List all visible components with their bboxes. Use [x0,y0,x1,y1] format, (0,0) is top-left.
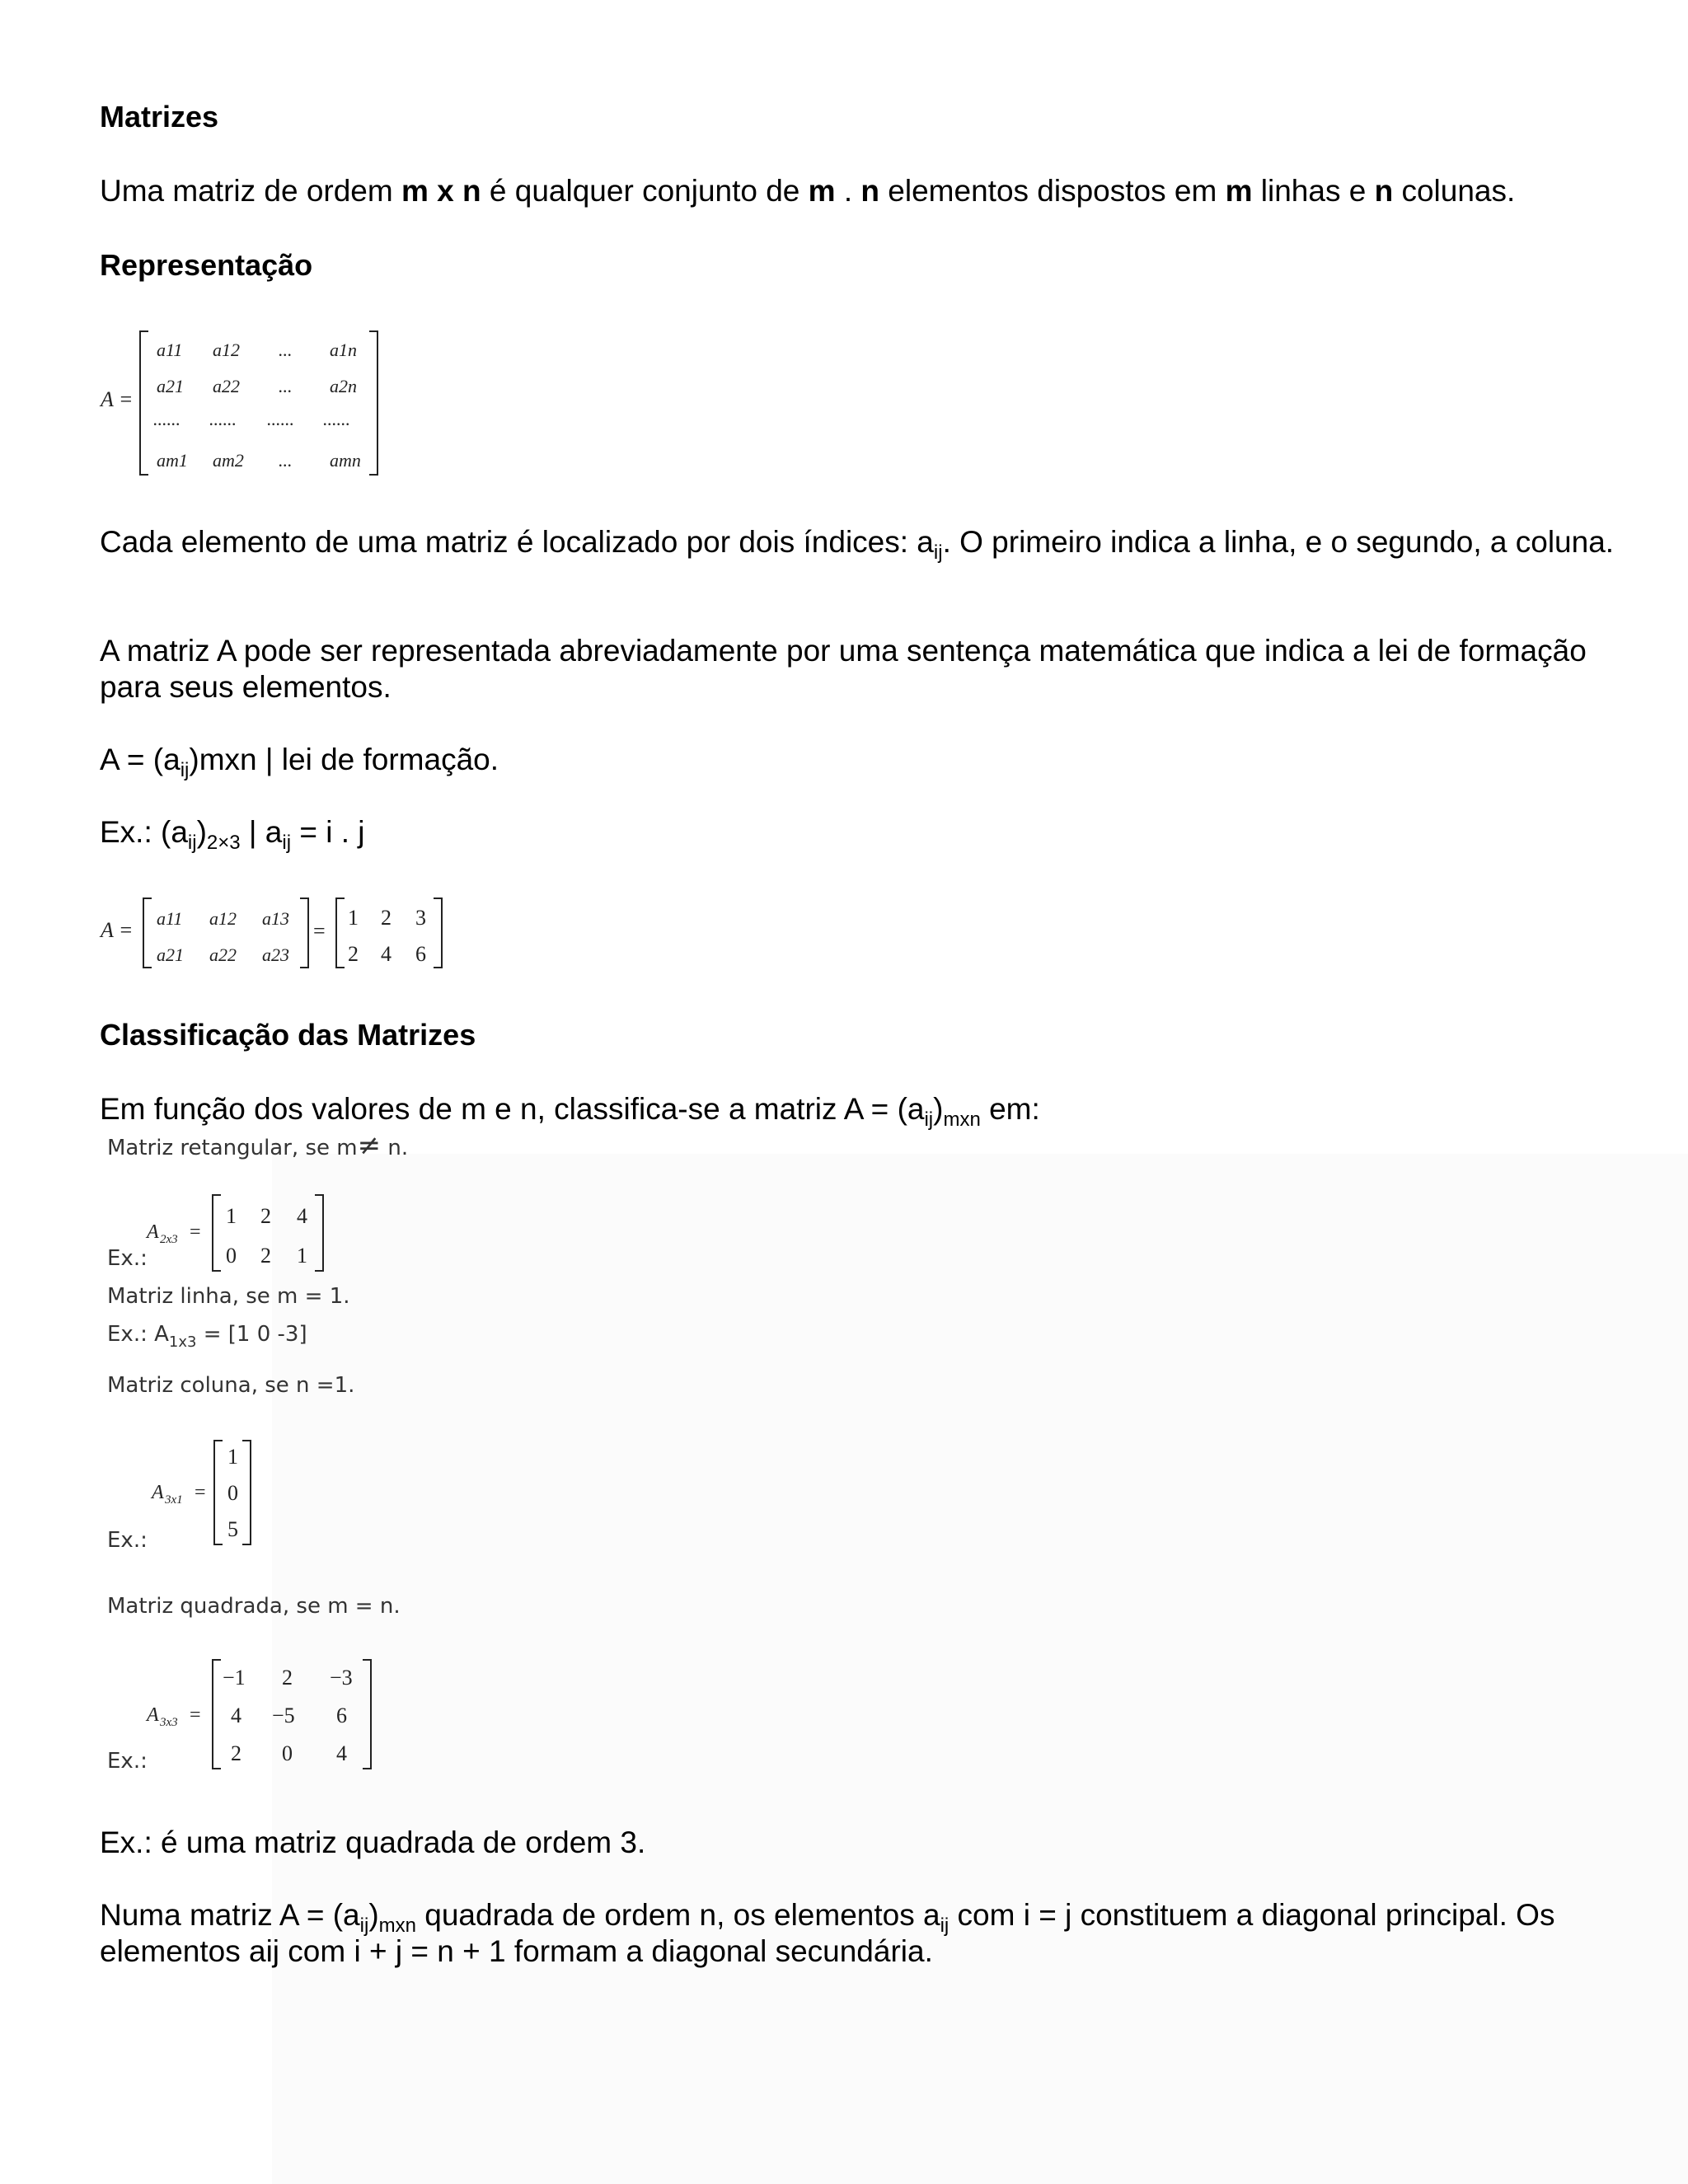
example-matrix-lhs: A = [101,918,134,942]
example-text-3: | a [240,815,283,849]
coluna-label: Matriz coluna, se n =1. [107,1373,355,1398]
quadrada-cell: 6 [336,1704,347,1727]
intro-text-1: Uma matriz de ordem [100,174,401,208]
intro-paragraph [100,173,1616,209]
example-value-cell: 6 [415,942,426,966]
retangular-lhs: A [147,1221,159,1243]
example-value-cell: 4 [381,942,392,966]
diagonal-text-2: ) [368,1898,379,1932]
diagonal-subscript-2: mxn [378,1915,416,1937]
diagonal-paragraph [100,1897,1616,1970]
linha-example [107,1322,307,1351]
classificacao-subscript-1: ij [924,1108,934,1131]
quadrada-bracket-close [363,1660,371,1769]
retangular-bracket-open [213,1195,221,1271]
representacao-heading: Representação [100,248,313,282]
coluna-lhs: A [152,1482,164,1503]
intro-bold-3: n [860,174,880,208]
intro-text-3: . [835,174,861,208]
classificacao-intro [100,1091,1040,1131]
example-matrix-cell: a22 [209,944,237,965]
general-matrix-cell: a2n [330,376,357,396]
intro-text-2: é qualquer conjunto de [481,174,809,208]
intro-text-6: colunas. [1393,174,1516,208]
classificacao-text-3: em: [980,1092,1040,1126]
quadrada-cell: 4 [336,1741,347,1765]
quadrada-cell: −3 [330,1666,353,1690]
coluna-cell: 1 [227,1445,238,1469]
retangular-cell: 0 [226,1244,237,1268]
example-matrix-figure [97,895,452,972]
retangular-cell: 4 [297,1204,307,1228]
retangular-cell: 2 [260,1244,271,1268]
formula-text-1: A = (a [100,743,181,776]
general-matrix-cell: ... [279,376,293,396]
general-matrix-cell: ...... [209,409,237,429]
example-subscript-2: 2×3 [206,832,241,854]
abbrev-paragraph: A matriz A pode ser representada abreviadamente por uma sentença matemática que indica a lei de formação para seus elementos. [100,634,1587,704]
coluna-bracket-close [242,1441,251,1544]
example-value-cell: 3 [415,906,426,930]
retangular-label [107,1129,408,1162]
example-right-bracket-open [336,898,345,968]
general-matrix-cell: am1 [157,450,188,471]
quadrada-cell: −1 [223,1666,246,1690]
indices-subscript: ij [933,541,943,564]
general-matrix-cell: ...... [267,409,294,429]
example-subscript-1: ij [187,832,197,854]
intro-text-5: linhas e [1252,174,1375,208]
retangular-label-text: Matriz retangular, se m [107,1136,358,1160]
coluna-cell: 0 [227,1481,238,1505]
example-value-cell: 2 [381,906,392,930]
diagonal-text-4: com i = j constituem a diagonal principal. Os elementos aij com i + j = n + 1 formam a diagonal secundária. [100,1898,1555,1968]
linha-label: Matriz linha, se m = 1. [107,1284,350,1309]
retangular-bracket-close [315,1195,323,1271]
example-text-2: ) [196,815,207,849]
example-matrix-cell: a21 [157,944,184,965]
general-matrix-cell: amn [330,450,361,471]
example-matrix-cell: a12 [209,908,237,929]
example-matrix-cell: a11 [157,908,183,929]
retangular-ex-label: Ex.: [107,1246,148,1271]
general-matrix-cell: ...... [153,409,181,429]
retangular-cell: 1 [226,1204,237,1228]
equals-sign: = [190,1221,201,1243]
indices-paragraph [100,524,1616,564]
example-left-bracket-close [300,898,308,968]
formula-subscript: ij [180,759,190,781]
coluna-cell: 5 [227,1517,238,1541]
formula-line [100,742,499,781]
linha-example-text-2: = [1 0 -3] [196,1322,307,1347]
quadrada-cell: −5 [272,1704,295,1727]
quadrada-cell: 2 [231,1741,241,1765]
general-matrix-left-bracket [140,331,148,475]
quadrada-note: Ex.: é uma matriz quadrada de ordem 3. [100,1825,646,1859]
coluna-bracket-open [214,1441,223,1544]
page-title: Matrizes [100,100,219,134]
equals-sign: = [195,1482,206,1503]
quadrada-matrix-figure [143,1657,382,1774]
general-matrix-cell: ...... [323,409,350,429]
general-matrix-cell: ... [279,340,293,360]
indices-text-1: Cada elemento de uma matriz é localizado por dois índices: a [100,525,934,559]
example-text-1: Ex.: (a [100,815,188,849]
equals-sign: = [190,1704,201,1726]
intro-bold-4: m [1225,174,1253,208]
retangular-lhs-subscript: 2x3 [160,1233,178,1246]
classificacao-heading: Classificação das Matrizes [100,1018,476,1052]
general-matrix-right-bracket [369,331,377,475]
diagonal-text-1: Numa matriz A = (a [100,1898,360,1932]
intro-bold-2: m [808,174,836,208]
example-left-bracket-open [143,898,152,968]
example-right-bracket-close [434,898,442,968]
diagonal-text-3: quadrada de ordem n, os elementos a [415,1898,940,1932]
page-background-shade [272,1154,1688,2184]
quadrada-cell: 4 [231,1704,241,1727]
equals-sign: = [313,919,326,943]
general-matrix-cell: a21 [157,376,184,396]
diagonal-subscript-3: ij [940,1915,950,1937]
quadrada-cell: 2 [282,1666,293,1690]
retangular-cell: 1 [297,1244,307,1268]
linha-example-subscript: 1x3 [168,1333,197,1351]
intro-bold-5: n [1374,174,1394,208]
general-matrix-cell: am2 [213,450,244,471]
quadrada-cell: 0 [282,1741,293,1765]
example-matrix-cell: a13 [262,908,289,929]
coluna-ex-label: Ex.: [107,1528,148,1553]
coluna-lhs-subscript: 3x1 [165,1493,183,1507]
general-matrix-lhs: A = [101,387,134,411]
example-subscript-3: ij [282,832,292,854]
classificacao-text-2: ) [933,1092,944,1126]
diagonal-subscript-1: ij [359,1915,369,1937]
retangular-label-end: n. [381,1136,409,1160]
general-matrix-cell: a11 [157,340,183,360]
not-equal-symbol: ≠ [357,1129,382,1162]
quadrada-bracket-open [213,1660,221,1769]
intro-text-4: elementos dispostos em [879,174,1226,208]
classificacao-text-1: Em função dos valores de m e n, classifica-se a matriz A = (a [100,1092,925,1126]
classificacao-subscript-2: mxn [943,1108,981,1131]
quadrada-label: Matriz quadrada, se m = n. [107,1594,401,1619]
example-text-4: = i . j [291,815,365,849]
example-value-cell: 1 [348,906,359,930]
retangular-matrix-figure [143,1192,333,1274]
quadrada-ex-label: Ex.: [107,1749,148,1774]
general-matrix-cell: a12 [213,340,240,360]
intro-bold-1: m x n [401,174,481,208]
quadrada-lhs-subscript: 3x3 [160,1716,178,1729]
example-matrix-cell: a23 [262,944,289,965]
formula-text-2: )mxn | lei de formação. [189,743,499,776]
retangular-cell: 2 [260,1204,271,1228]
linha-example-text-1: Ex.: A [107,1322,169,1347]
coluna-matrix-figure [148,1437,264,1549]
quadrada-lhs: A [147,1704,159,1726]
general-matrix-cell: ... [279,450,293,471]
general-matrix-cell: a22 [213,376,240,396]
example-value-cell: 2 [348,942,359,966]
general-matrix-cell: a1n [330,340,357,360]
general-matrix-figure [97,326,386,480]
example-line [100,814,365,854]
indices-text-2: . O primeiro indica a linha, e o segundo, a coluna. [942,525,1615,559]
